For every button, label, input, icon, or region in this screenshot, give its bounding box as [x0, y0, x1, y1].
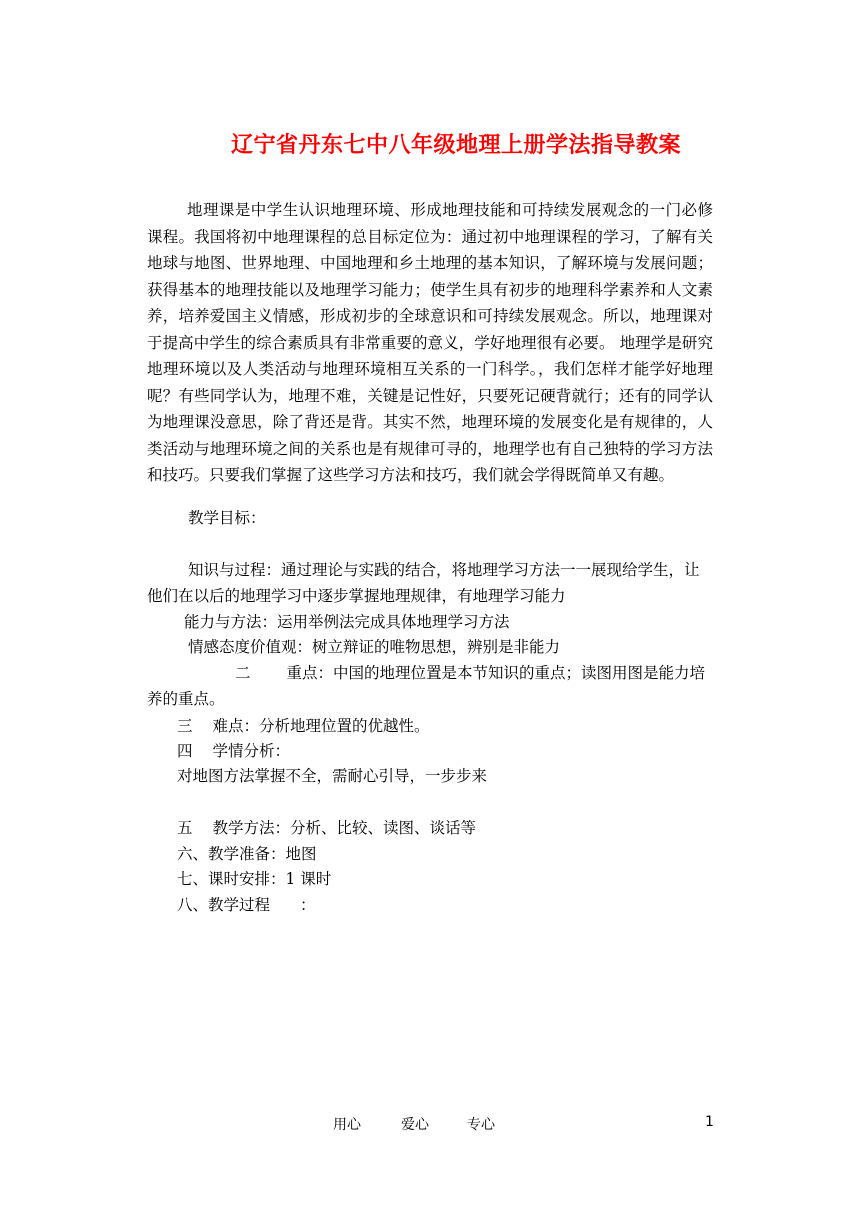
student-analysis-section	[177, 738, 290, 764]
footer-motto-2: 爱心	[401, 1117, 429, 1133]
student-analysis-heading: 学情分析：	[212, 742, 291, 760]
emotion-attitude-text: 情感态度价值观：树立辩证的唯物思想，辨别是非能力	[188, 638, 561, 656]
student-analysis-body: 对地图方法掌握不全，需耐心引导，一步步来	[177, 767, 488, 785]
difficulty-text: 难点：分析地理位置的优越性。	[212, 717, 430, 735]
teaching-process-text: 八、教学过程	[177, 896, 271, 914]
document-title: 辽宁省丹东七中八年级地理上册学法指导教案	[230, 133, 681, 158]
teaching-method-text: 教学方法：分析、比较、读图、谈话等	[212, 819, 477, 837]
teaching-prep-text: 六、教学准备：地图	[177, 845, 317, 863]
knowledge-process-text: 知识与过程：通过理论与实践的结合，将地理学习方法一一展现给学生，让他们在以后的地理学习中逐步掌握地理规律，有地理学习能力	[147, 561, 700, 605]
page-number: 1	[705, 1114, 714, 1130]
footer-motto-3: 专心	[467, 1117, 495, 1133]
section-number-2: 二	[235, 664, 251, 682]
teaching-method-section	[177, 815, 476, 841]
intro-paragraph: 地理课是中学生认识地理环境、形成地理技能和可持续发展观念的一门必修课程。我国将初中地理课程的总目标定位为：通过初中地理课程的学习，了解有关地球与地图、世界地理、中国地理和乡土地理的基本知识，了解环境与发展问题；获得基本的地理技能以及地理学习能力；使学生具有初步的地理科学素养和人文素养，培养爱国主义情感，形成初步的全球意识和可持续发展观念。所以，地理课对于提高中学生的综合素质具有非常重要的意义，学好地理很有必要。 地理学是研究地理环境以及人类活动与地理环境相互关系的一门科学。，我们怎样才能学好地理呢？有些同学认为，地理不难，关键是记性好，只要死记硬背就行；还有的同学认为地理课没意思，除了背还是背。其实不然，地理环境的发展变化是有规律的，人类活动与地理环境之间的关系也是有规律可寻的，地理学也有自己独特的学习方法和技巧。只要我们掌握了这些学习方法和技巧，我们就会学得既简单又有趣。	[147, 201, 713, 484]
ability-method-text: 能力与方法：运用举例法完成具体地理学习方法	[184, 613, 510, 631]
section-number-4: 四	[177, 742, 193, 760]
teaching-process-colon: ：	[300, 896, 316, 914]
section-number-5: 五	[177, 819, 193, 837]
teaching-process-section	[177, 892, 316, 918]
section-number-3: 三	[177, 717, 193, 735]
teaching-goal-heading: 教学目标：	[188, 509, 266, 527]
class-schedule-text: 七、课时安排：1 课时	[177, 870, 332, 888]
key-points-text: 重点：中国的地理位置是本节知识的重点；读图用图是能力培养的重点。	[147, 664, 706, 708]
difficulty-section	[177, 713, 430, 739]
footer-motto-1: 用心	[333, 1117, 361, 1133]
key-points-section	[147, 660, 713, 712]
